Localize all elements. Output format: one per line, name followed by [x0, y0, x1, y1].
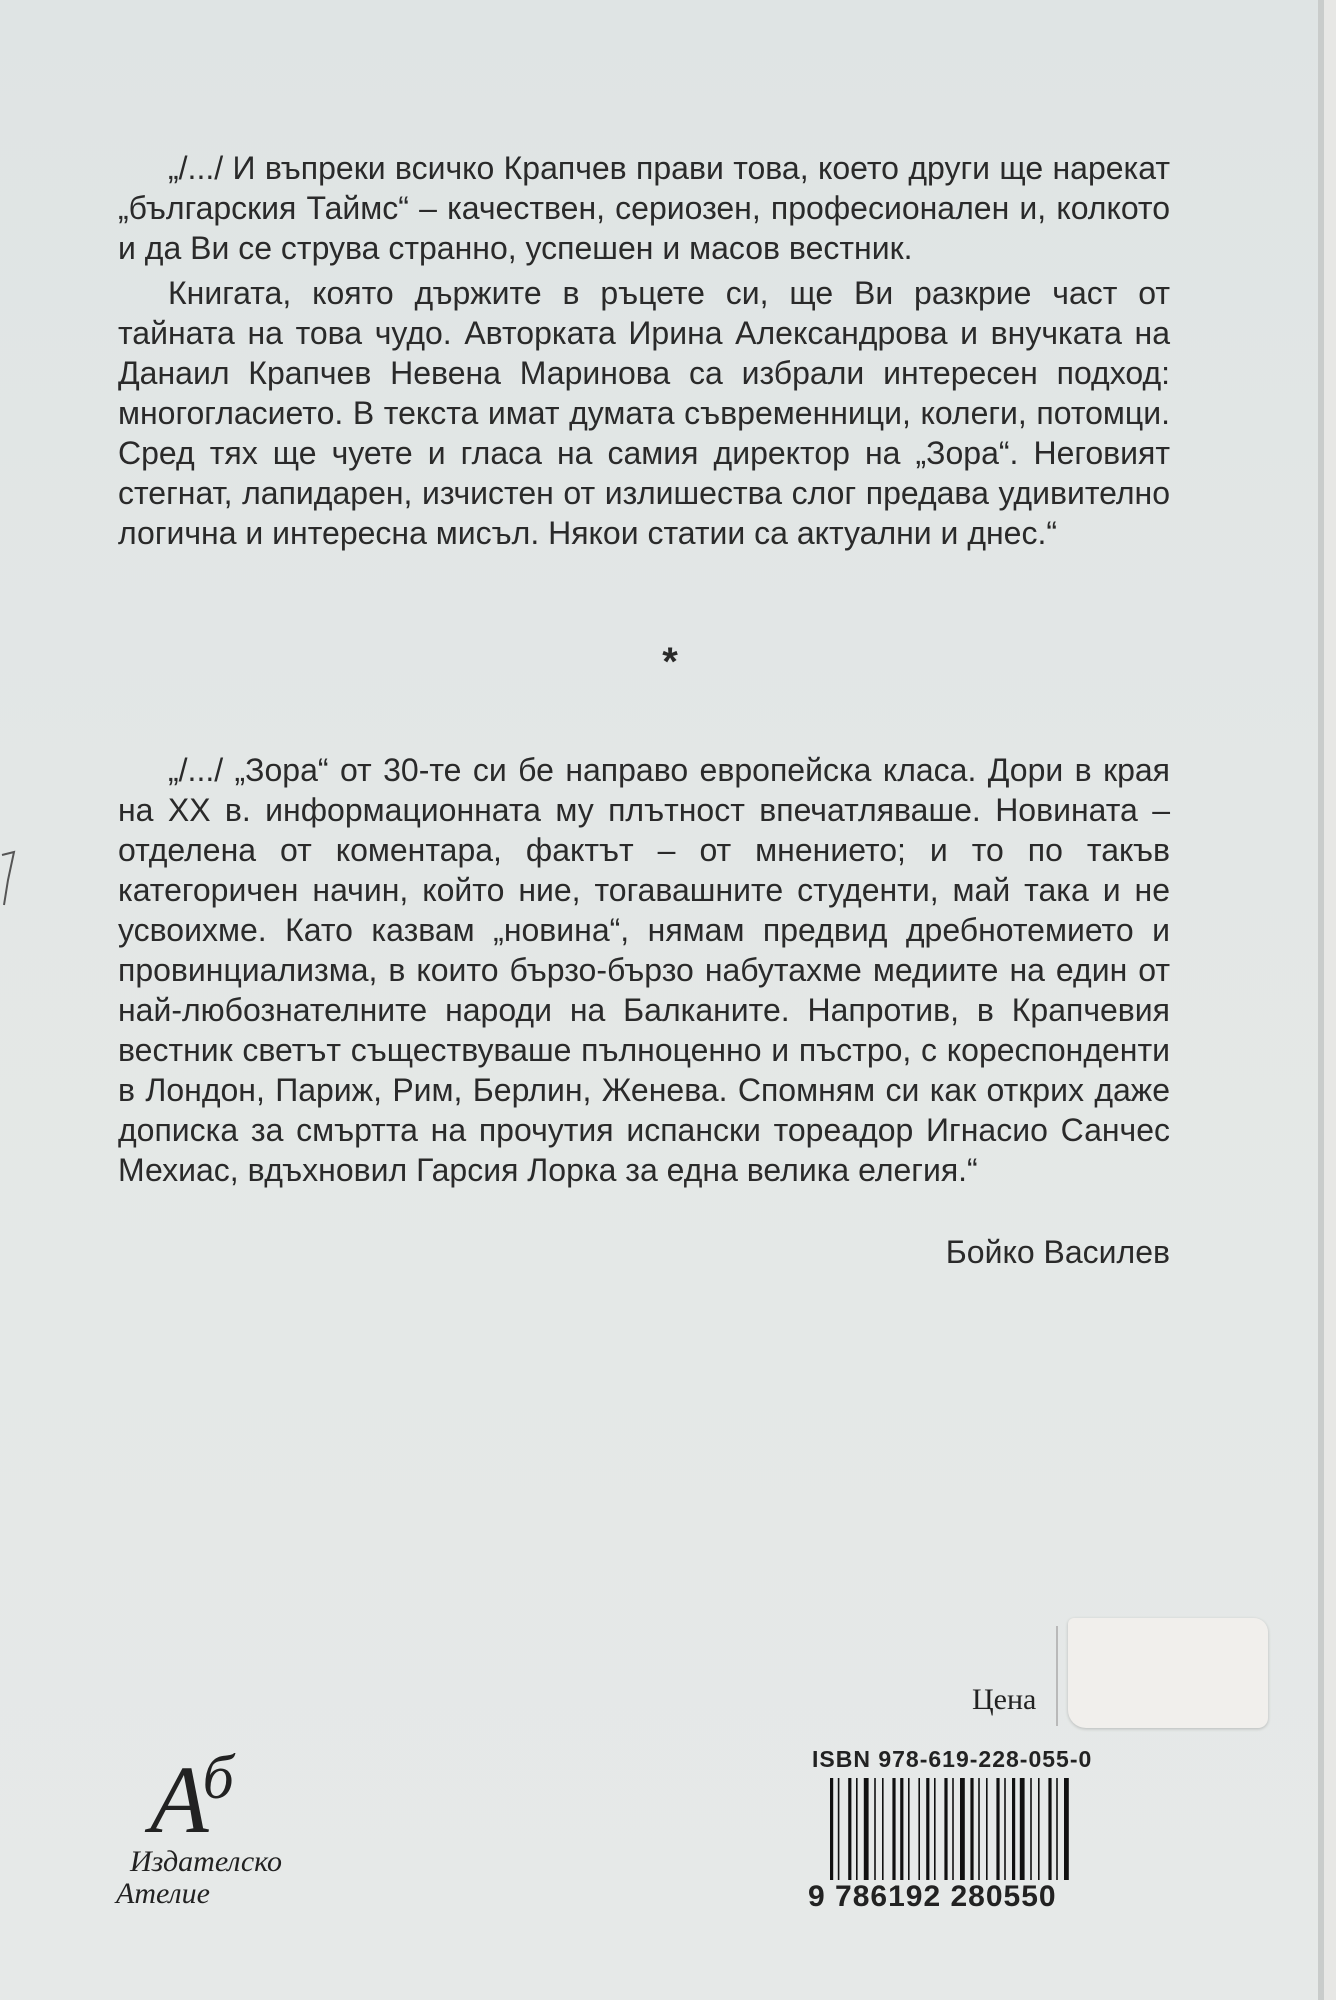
quote-block-2 [118, 750, 1170, 1190]
quote-2-signature: Бойко Василев [945, 1234, 1170, 1270]
publisher-logo-mark: Аб [150, 1744, 234, 1853]
quote-2-paragraph: „/.../ „Зора“ от 30-те си бе направо европейска класа. Дори в края на XX в. информационната му плътност впечатляваше. Новината – отделена от коментара, фактът – от мнението; и то по такъв категоричен начин, който ние, тогавашните студенти, май така и не усвоихме. Като казвам „новина“, нямам предвид дребнотемието и провинциализма, в които бързо-бързо набутахме медиите на един от най-любознателните народи на Балканите. Напротив, в Крапчевия вестник светът съществуваше пълноценно и пъстро, с кореспонденти в Лондон, Париж, Рим, Берлин, Женева. Спомням си как открих даже дописка за смъртта на прочутия испански тореадор Игнасио Санчес Мехиас, вдъхновил Гарсия Лорка за една велика елегия.“ [118, 752, 1170, 1188]
barcode-digits: 9 786192 280550 [808, 1880, 1138, 1914]
publisher-name-line-1: Издателско [130, 1845, 283, 1878]
price-sticker-edge [1056, 1626, 1064, 1726]
edge-tear-mark [0, 850, 20, 910]
section-separator: * [662, 640, 678, 684]
publisher-logo [110, 1745, 320, 1925]
quote-block-1 [118, 148, 1170, 553]
isbn-label: ISBN 978-619-228-055-0 [812, 1746, 1093, 1772]
price-sticker [1068, 1618, 1268, 1728]
price-label: Цена [972, 1683, 1037, 1716]
publisher-name-line-2: Ателие [116, 1877, 210, 1910]
quote-1-paragraph-1: „/.../ И въпреки всичко Крапчев прави това, което други ще нарекат „българския Таймс“ – качествен, сериозен, професионален и, колкото и да Ви се струва странно, успешен и масов вестник. [118, 150, 1170, 266]
quote-1-paragraph-2: Книгата, която държите в ръцете си, ще Ви разкрие част от тайната на това чудо. Авторката Ирина Александрова и внучката на Данаил Крапчев Невена Маринова са избрали интересен подход: многогласието. В текста имат думата съвременници, колеги, потомци. Сред тях ще чуете и гласа на самия директор на „Зора“. Неговият стегнат, лапидарен, изчистен от излишества слог предава удивително логична и интересна мисъл. Някои статии са актуални и днес.“ [118, 275, 1170, 551]
